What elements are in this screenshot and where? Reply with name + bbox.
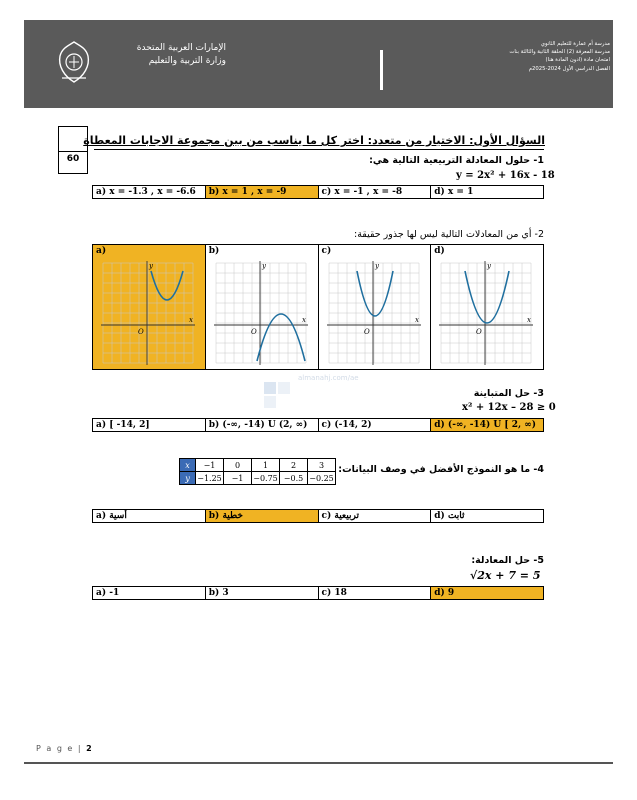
table-cell: −0.25 bbox=[309, 473, 334, 483]
q3-equation: x² + 12x – 28 ≥ 0 bbox=[462, 402, 556, 413]
table-cell: −1 bbox=[224, 472, 252, 485]
parabola-curve bbox=[257, 314, 305, 361]
graph-a bbox=[99, 259, 199, 367]
q1-option-c[interactable]: c) x = -1 , x = -8 bbox=[319, 186, 432, 198]
q1-equation: y = 2x² + 16x - 18 bbox=[456, 170, 555, 181]
x-axis-label: x bbox=[189, 316, 193, 324]
q4-text: 4- ما هو النموذج الأفضل في وصف البيانات: bbox=[338, 464, 544, 475]
school-line-3: امتحان مادة (ادون المادة هنا) bbox=[545, 57, 610, 64]
q2-label-b: b) bbox=[208, 246, 220, 256]
q2-option-d[interactable] bbox=[431, 245, 543, 369]
q1-option-b[interactable]: b) x = 1 , x = -9 bbox=[206, 186, 319, 198]
parabola-curve bbox=[357, 271, 393, 316]
y-axis-label: y bbox=[374, 262, 379, 270]
page-number: 2 bbox=[86, 744, 94, 753]
origin-label: O bbox=[250, 328, 257, 336]
origin-label: O bbox=[363, 328, 370, 336]
table-row-x bbox=[180, 459, 336, 472]
q4-option-c[interactable]: c) تربيعية bbox=[319, 510, 432, 522]
q3-option-a[interactable]: a) [ -14, 2] bbox=[93, 419, 206, 431]
q2-label-d: d) bbox=[434, 246, 445, 256]
ministry-line-2: وزارة التربية والتعليم bbox=[148, 56, 226, 66]
table-cell: 2 bbox=[280, 459, 308, 472]
school-line-1: مدرسة أم عمارة للتعليم الثانوي bbox=[540, 41, 610, 47]
q3-options bbox=[92, 418, 544, 432]
q2-option-c[interactable] bbox=[319, 245, 432, 369]
q5-text: 5- حل المعادلة: bbox=[471, 555, 544, 566]
x-axis-label: x bbox=[527, 316, 532, 324]
q1-option-d[interactable]: d) x = 1 bbox=[434, 187, 474, 197]
table-row-y bbox=[180, 472, 336, 485]
table-cell: −0.5 bbox=[280, 472, 308, 485]
q2-graph-options bbox=[92, 244, 544, 370]
x-axis-label: x bbox=[301, 316, 306, 324]
origin-label: O bbox=[138, 328, 144, 336]
y-axis-label: y bbox=[261, 262, 266, 270]
uae-emblem-icon bbox=[54, 40, 94, 84]
q2-label-a: a) bbox=[96, 246, 107, 256]
q1-option-a[interactable]: a) x = -1.3 , x = -6.6 bbox=[93, 186, 206, 198]
page-label: P a g e | bbox=[36, 744, 83, 753]
q2-option-a[interactable] bbox=[93, 245, 206, 369]
q3-option-c[interactable]: c) (-14, 2) bbox=[319, 419, 432, 431]
graph-c bbox=[325, 259, 425, 367]
q4-option-b[interactable]: b) خطية bbox=[206, 510, 319, 522]
q2-label-c: c) bbox=[321, 246, 332, 256]
watermark-text: almanahj.com/ae bbox=[298, 374, 359, 382]
q3-option-b[interactable]: b) (-∞, -14) U (2, ∞) bbox=[206, 419, 319, 431]
school-line-2: مدرسة المعرفة (2) الحلقة الثانية والثالثة بنات bbox=[509, 49, 610, 56]
q4-options bbox=[92, 509, 544, 523]
footer-rule bbox=[24, 762, 613, 764]
parabola-curve bbox=[465, 271, 509, 323]
ministry-line-1: الإمارات العربية المتحدة bbox=[136, 43, 226, 53]
q1-options bbox=[92, 185, 544, 199]
y-axis-label: y bbox=[487, 262, 492, 270]
q5-option-c[interactable]: c) 18 bbox=[319, 587, 432, 599]
q5-option-a[interactable]: a) -1 bbox=[93, 587, 206, 599]
x-axis-label: x bbox=[414, 316, 419, 324]
header-divider bbox=[380, 50, 383, 90]
mark-divider bbox=[59, 151, 87, 152]
q5-option-d[interactable]: d) 9 bbox=[431, 587, 543, 599]
table-cell: 1 bbox=[252, 459, 280, 472]
table-cell: −1 bbox=[196, 459, 224, 472]
q4-data-table bbox=[179, 458, 336, 485]
q3-text: 3- حل المتباينة bbox=[473, 388, 544, 399]
school-info bbox=[474, 40, 610, 73]
q5-equation: √2x + 7 = 5 bbox=[470, 569, 541, 582]
ministry-name bbox=[116, 42, 226, 68]
table-cell: −1.25 bbox=[197, 473, 222, 483]
table-cell: 3 bbox=[308, 459, 336, 472]
q2-option-b[interactable] bbox=[206, 245, 319, 369]
q4-option-d[interactable]: d) ثابت bbox=[434, 511, 465, 521]
school-line-4: الفصل الدراسي الأول 2024-2025م bbox=[528, 65, 610, 72]
table-header-x: x bbox=[180, 459, 196, 472]
header-banner bbox=[24, 20, 613, 108]
table-cell: −0.75 bbox=[253, 473, 278, 483]
q5-option-b[interactable]: b) 3 bbox=[206, 587, 319, 599]
q1-text: 1- حلول المعادلة التربيعية التالية هي: bbox=[369, 155, 544, 166]
q3-option-d[interactable]: d) (-∞, -14) U [ 2, ∞) bbox=[431, 419, 543, 431]
table-header-y: y bbox=[180, 472, 196, 485]
graph-b bbox=[212, 259, 312, 367]
q5-options bbox=[92, 586, 544, 600]
y-axis-label: y bbox=[149, 262, 153, 270]
section-title: السؤال الأول: الاختيار من متعدد: اختر كل ما يناسب من بين مجموعة الاجابات المعطاة bbox=[83, 134, 545, 147]
table-cell: 0 bbox=[224, 459, 252, 472]
mark-value: 60 bbox=[66, 154, 80, 164]
q4-option-a[interactable]: a) أسية bbox=[93, 510, 206, 522]
parabola-curve bbox=[151, 271, 183, 300]
origin-label: O bbox=[476, 328, 482, 336]
q2-text: 2- أي من المعادلات التالية ليس لها جذور حقيقة: bbox=[354, 229, 544, 240]
graph-d bbox=[437, 259, 537, 367]
section-rule bbox=[94, 149, 544, 150]
page-footer bbox=[36, 744, 93, 753]
